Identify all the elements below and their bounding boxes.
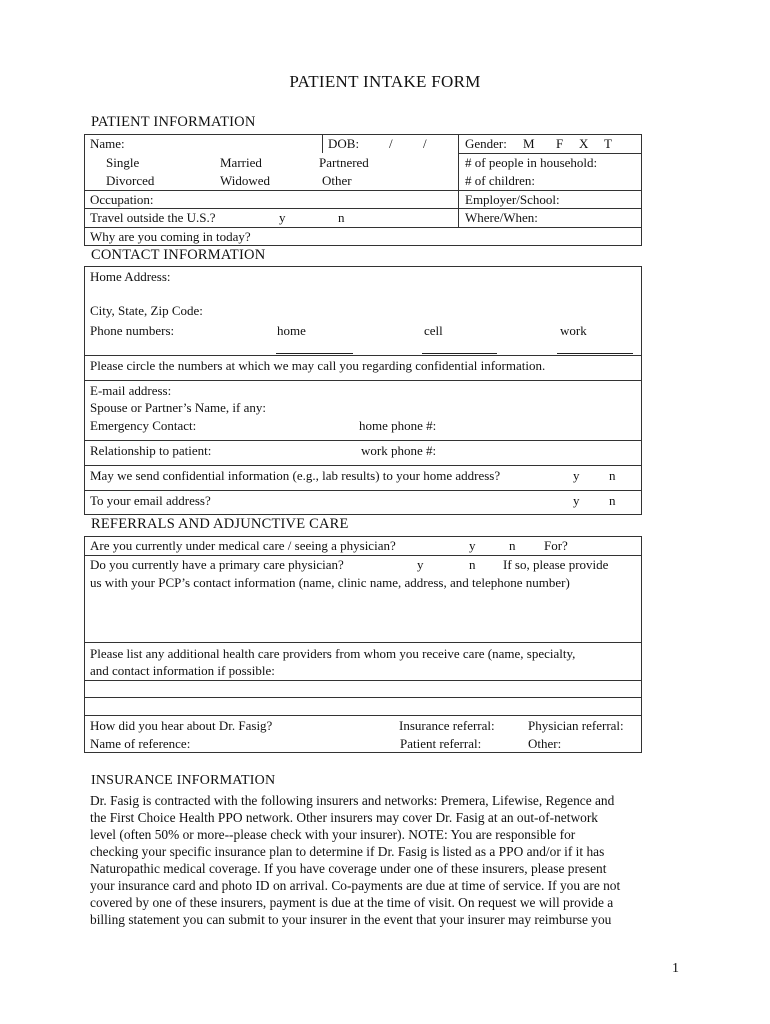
confidential-email-question: To your email address? [90,493,211,508]
under-care-yes[interactable]: y [469,538,476,553]
phone-home-label: home [277,323,306,338]
marital-option-widowed[interactable]: Widowed [220,173,271,188]
divider [458,208,642,209]
confidential-home-yes[interactable]: y [573,468,580,483]
name-label: Name: [90,136,125,151]
employer-label: Employer/School: [465,192,560,207]
under-care-for-label: For? [544,538,568,553]
insurance-line: your insurance card and photo ID on arrival. Co-payments are due at time of service. If you are not [90,878,621,893]
confidential-email-yes[interactable]: y [573,493,580,508]
insurance-line: level (often 50% or more--please check with your insurer). NOTE: You are responsible for [90,827,576,842]
gender-option-m[interactable]: M [523,136,535,151]
divider [84,380,642,381]
section-heading-insurance-information: INSURANCE INFORMATION [91,773,276,788]
marital-option-married[interactable]: Married [220,155,262,170]
section-heading-contact-information: CONTACT INFORMATION [91,247,266,263]
patient-referral-option[interactable]: Patient referral: [400,736,482,751]
confidential-home-question: May we send confidential information (e.g., lab results) to your home address? [90,468,501,483]
divider [458,190,642,191]
gender-label: Gender: [465,136,507,151]
divider [84,642,642,643]
visit-reason-label: Why are you coming in today? [90,229,251,244]
gender-option-f[interactable]: F [556,136,564,151]
occupation-label: Occupation: [90,192,154,207]
pcp-no[interactable]: n [469,557,476,572]
marital-option-divorced[interactable]: Divorced [106,173,155,188]
spouse-label: Spouse or Partner’s Name, if any: [90,400,266,415]
marital-option-other[interactable]: Other [322,173,352,188]
section-heading-referrals: REFERRALS AND ADJUNCTIVE CARE [91,516,349,532]
travel-yes-option[interactable]: y [279,210,286,225]
confidential-email-no[interactable]: n [609,493,616,508]
other-referral-option[interactable]: Other: [528,736,562,751]
where-when-label: Where/When: [465,210,538,225]
city-state-zip-label: City, State, Zip Code: [90,303,203,318]
circle-numbers-note: Please circle the numbers at which we may call you regarding confidential information. [90,358,546,373]
divider [84,355,642,356]
divider [84,715,642,716]
travel-no-option[interactable]: n [338,210,345,225]
other-providers-label: Please list any additional health care providers from whom you receive care (name, specialty, [90,646,576,661]
phone-numbers-label: Phone numbers: [90,323,175,338]
under-care-question: Are you currently under medical care / seeing a physician? [90,538,396,553]
divider [84,227,642,228]
home-phone-label: home phone #: [359,418,437,433]
dob-label: DOB: [328,136,360,151]
reference-name-label: Name of reference: [90,736,191,751]
section-heading-patient-information: PATIENT INFORMATION [91,114,256,130]
insurance-referral-option[interactable]: Insurance referral: [399,718,495,733]
divider [84,208,458,209]
relationship-label: Relationship to patient: [90,443,212,458]
home-address-label: Home Address: [90,269,171,284]
insurance-line: checking your specific insurance plan to determine if Dr. Fasig is listed as a PPO and/or if it has [90,844,605,859]
divider [458,153,642,154]
children-label: # of children: [465,173,536,188]
insurance-paragraph [90,792,690,928]
insurance-line: Naturopathic medical coverage. If you have coverage under one of these insurers, please present [90,861,607,876]
insurance-line: Dr. Fasig is contracted with the following insurers and networks: Premera, Lifewise, Regence and [90,793,615,808]
dob-separator: / [423,136,427,151]
page-title: PATIENT INTAKE FORM [289,72,481,91]
pcp-if-so-label: If so, please provide [503,557,609,572]
gender-option-x[interactable]: X [579,136,589,151]
insurance-line: covered by one of these insurers, payment is due at the time of visit. On request we will provide a [90,895,614,910]
emergency-contact-label: Emergency Contact: [90,418,197,433]
phone-work-label: work [560,323,587,338]
dob-separator: / [389,136,393,151]
phone-work-blank[interactable] [557,353,633,354]
insurance-line: billing statement you can submit to your insurer in the event that your insurer may reimburse you [90,912,612,927]
under-care-no[interactable]: n [509,538,516,553]
divider [84,555,642,556]
household-label: # of people in household: [465,155,598,170]
pcp-contact-info-label: us with your PCP’s contact information (name, clinic name, address, and telephone number) [90,575,570,590]
pcp-question: Do you currently have a primary care physician? [90,557,344,572]
divider [458,134,459,227]
insurance-line: the First Choice Health PPO network. Other insurers may cover Dr. Fasig at an out-of-network [90,810,598,825]
travel-label: Travel outside the U.S.? [90,210,216,225]
other-providers-label-continued: and contact information if possible: [90,663,275,678]
physician-referral-option[interactable]: Physician referral: [528,718,624,733]
page-number: 1 [672,961,679,976]
hear-about-label: How did you hear about Dr. Fasig? [90,718,273,733]
divider [84,465,642,466]
gender-option-t[interactable]: T [604,136,612,151]
email-label: E-mail address: [90,383,172,398]
marital-option-partnered[interactable]: Partnered [319,155,369,170]
phone-cell-blank[interactable] [422,353,497,354]
divider [322,134,323,153]
work-phone-label: work phone #: [361,443,437,458]
divider [84,440,642,441]
confidential-home-no[interactable]: n [609,468,616,483]
divider [84,490,642,491]
divider [84,680,642,681]
marital-option-single[interactable]: Single [106,155,140,170]
divider [84,190,458,191]
phone-home-blank[interactable] [276,353,353,354]
divider [84,697,642,698]
phone-cell-label: cell [424,323,443,338]
pcp-yes[interactable]: y [417,557,424,572]
